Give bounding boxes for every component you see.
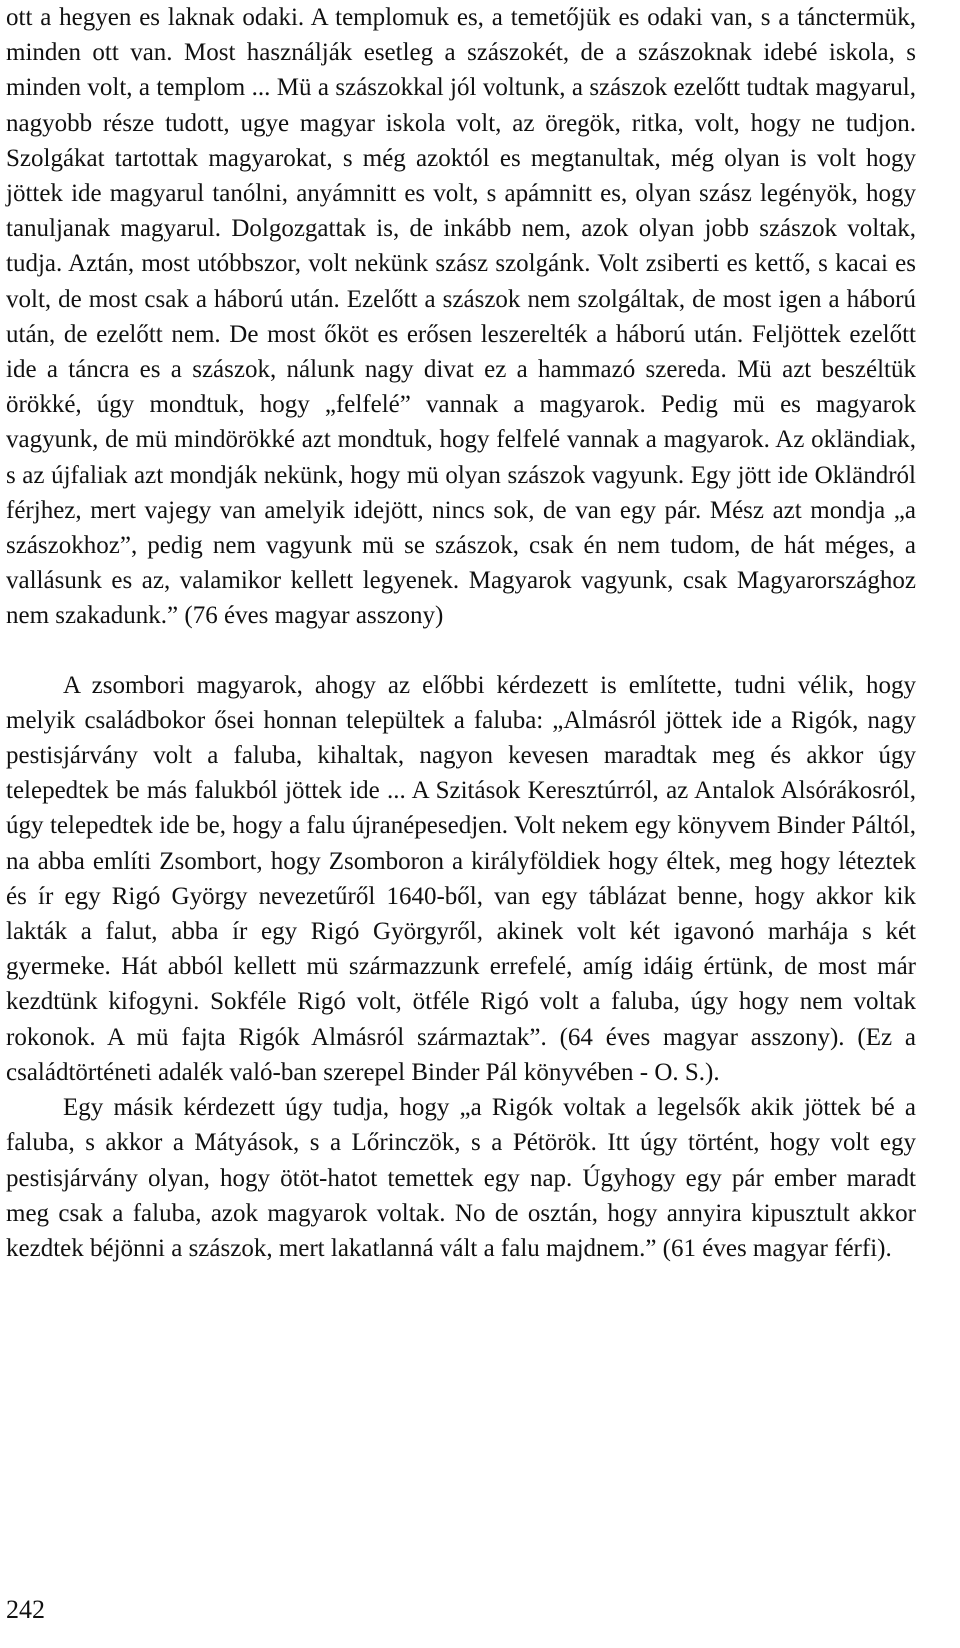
page-number: 242 — [6, 1595, 45, 1624]
paragraph-second-interview: Egy másik kérdezett úgy tudja, hogy „a Rigók voltak a legelsők akik jöttek bé a faluba, s akkor a Mátyások, s a Lőrinczök, s a Pétörök. Itt úgy történt, hogy volt egy pestisjárvány olyan, hogy ötöt-hatot temettek egy nap. Úgyhogy egy pár ember maradt meg csak a faluba, azok magyarok voltak. No de osztán, hogy annyira kipusztult akkor kezdtek béjönni a szászok, mert lakatlanná vált a falu majdnem.” (61 éves magyar férfi). — [6, 1094, 916, 1262]
page-body — [6, 0, 916, 1266]
paragraph-family-origins: A zsombori magyarok, ahogy az előbbi kérdezett is említette, tudni vélik, hogy melyik családbokor ősei honnan települtek a faluba: „Almásról jöttek ide a Rigók, nagy pestisjárvány volt a faluba, kihaltak, nagyon kevesen maradtak meg és akkor úgy telepedtek be más falukból jöttek ide ... A Szitások Keresztúrról, az Antalok Alsórákosról, úgy telepedtek ide be, hogy a falu újranépesedjen. Volt nekem egy könyvem Binder Páltól, na abba említi Zsombort, hogy Zsomboron a királyföldiek hogy éltek, meg hogy léteztek és ír egy Rigó György nevezetűről 1640-ből, van egy táblázat benne, hogy akkor kik lakták a falut, abba ír egy Rigó Györgyről, akinek volt két igavonó marhája s két gyermeke. Hát abból kellett mü származzunk errefelé, amíg idáig értünk, de most már kezdtünk kifogyni. Sokféle Rigó volt, ötféle Rigó volt a faluba, úgy hogy nem voltak rokonok. A mü fajta Rigók Almásról származtak”. (64 éves magyar asszony). (Ez a családtörténeti adalék való-ban szerepel Binder Pál könyvében - O. S.). — [6, 671, 916, 1086]
paragraph-interview-quote: ott a hegyen es laknak odaki. A templomuk es, a temetőjük es odaki van, s a tánctermük, minden ott van. Most használják esetleg a szászokét, de a szászoknak idebé iskola, s minden volt, a templom ... Mü a szászokkal jól voltunk, a szászok ezelőtt tudtak magyarul, nagyobb része tudott, ugye magyar iskola volt, az öregök, ritka, volt, hogy ne tudjon. Szolgákat tartottak magyarokat, s még azoktól es megtanultak, még olyan is volt hogy jöttek ide magyarul tanólni, anyámnitt es volt, s apámnitt es, olyan szász legényök, hogy tanuljanak magyarul. Dolgozgattak is, de inkább nem, azok olyan jobb szászok voltak, tudja. Aztán, most utóbbszor, volt nekünk szász szolgánk. Volt zsiberti es kettő, s kacai es volt, de most csak a háború után. Ezelőtt a szászok nem szolgáltak, de most igen a háború után, de ezelőtt nem. De most őköt es erősen leszerelték a háború után. Feljöttek ezelőtt ide a táncra es a szászok, nálunk nagy divat ez a hammazó szereda. Mü azt beszéltük örökké, úgy mondtuk, hogy „felfelé” vannak a magyarok. Pedig mü es magyarok vagyunk, de mü mindörökké azt mondtuk, hogy felfelé vannak a magyarok. Az okländiak, s az újfaliak azt mondják nekünk, hogy mü olyan szászok vagyunk. Egy jött ide Okländról férjhez, mert vajegy van amelyik idejött, nincs sok, de van egy pár. Mész azt mondja „a szászokhoz”, pedig nem vagyunk mü se szászok, csak én nem tudom, de hát méges, a vallásunk es az, valamikor kellett legyenek. Magyarok vagyunk, csak Magyarországhoz nem szakadunk.” (76 éves magyar asszony) — [6, 4, 916, 630]
